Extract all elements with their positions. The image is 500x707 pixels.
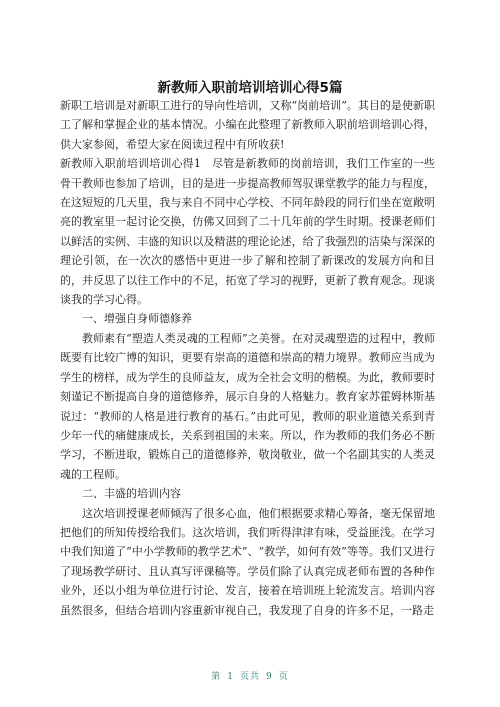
body-paragraph: 这次培训授课老师倾泻了很多心血，他们根据要求精心筹备，毫无保留地把他们的所知传授给我们。这次培训，我们听得津津有味，受益匪浅。在学习中我们知道了“中小学教师的教学艺术”、“教学，如何有效”等等。我们又进行了现场教学研讨、且认真写评课稿等。学员们除了认真完成老师布置的各种作业外，还以小组为单位进行讨论、发言，接着在培训班上轮流发言。培训内容虽然很多，但结合培训内容重新审视自己，我发现了自身的许多不足，一路走 (60, 506, 435, 617)
body-paragraph: 新教师入职前培训培训心得1 尽管是新教师的岗前培训，我们工作室的一些骨干教师也参加了培训，目的是进一步提高教师驾驭课堂教学的能力与程度，在这短短的几天里，我与来自不同中心学校、不同年龄段的同行们坐在宽敞明亮的教室里一起讨论交换，仿佛又回到了二十几年前的学生时期。授课老师们以鲜活的实例、丰盛的知识以及精湛的理论论述，给了我强烈的洁染与深深的理论引领，在一次次的感悟中更进一步了解和控制了新课改的发展方向和目的，并反思了以往工作中的不足，拓宽了学习的视野，更新了教育观念。现谈谈我的学习心得。 (60, 157, 435, 307)
section-heading: 二、丰盛的培训内容 (82, 487, 181, 501)
document-title: 新教师入职前培训培训心得5篇 (157, 80, 343, 96)
body-paragraph: 教师素有“塑造人类灵魂的工程师”之美誉。在对灵魂塑造的过程中，教师既要有比较广博的知识，更要有崇高的道德和崇高的精力境界。教师应当成为学生的榜样，成为学生的良师益友，成为全社会文明的楷模。为此，教师要时刻谨记不断提高自身的道德修养，展示自身的人格魅力。教育家苏霍姆林斯基说过：“教师的人格是进行教育的基石。”由此可见，教师的职业道德关系到青少年一代的痛健康成长，关系到祖国的未来。所以，作为教师的我们务必不断学习，不断进取，锻炼自己的道德修养，敬岗敬业，做一个名副其实的人类灵魂的工程师。 (60, 331, 435, 481)
page-current: 1 (227, 672, 234, 682)
page-suffix: 页 (278, 672, 289, 682)
page-mid: 页共 (239, 672, 260, 682)
page-prefix: 第 (211, 672, 222, 682)
page-number-footer (0, 669, 500, 682)
document-body (60, 96, 435, 620)
intro-paragraph: 新职工培训是对新职工进行的导向性培训，又称“岗前培训”。其目的是使新职工了解和掌握企业的基本情况。小编在此整理了新教师入职前培训培训心得，供大家参阅，希望大家在阅读过程中有所收获! (60, 99, 435, 151)
section-heading: 一、增强自身师德修养 (82, 312, 192, 326)
page-total: 9 (266, 672, 273, 682)
